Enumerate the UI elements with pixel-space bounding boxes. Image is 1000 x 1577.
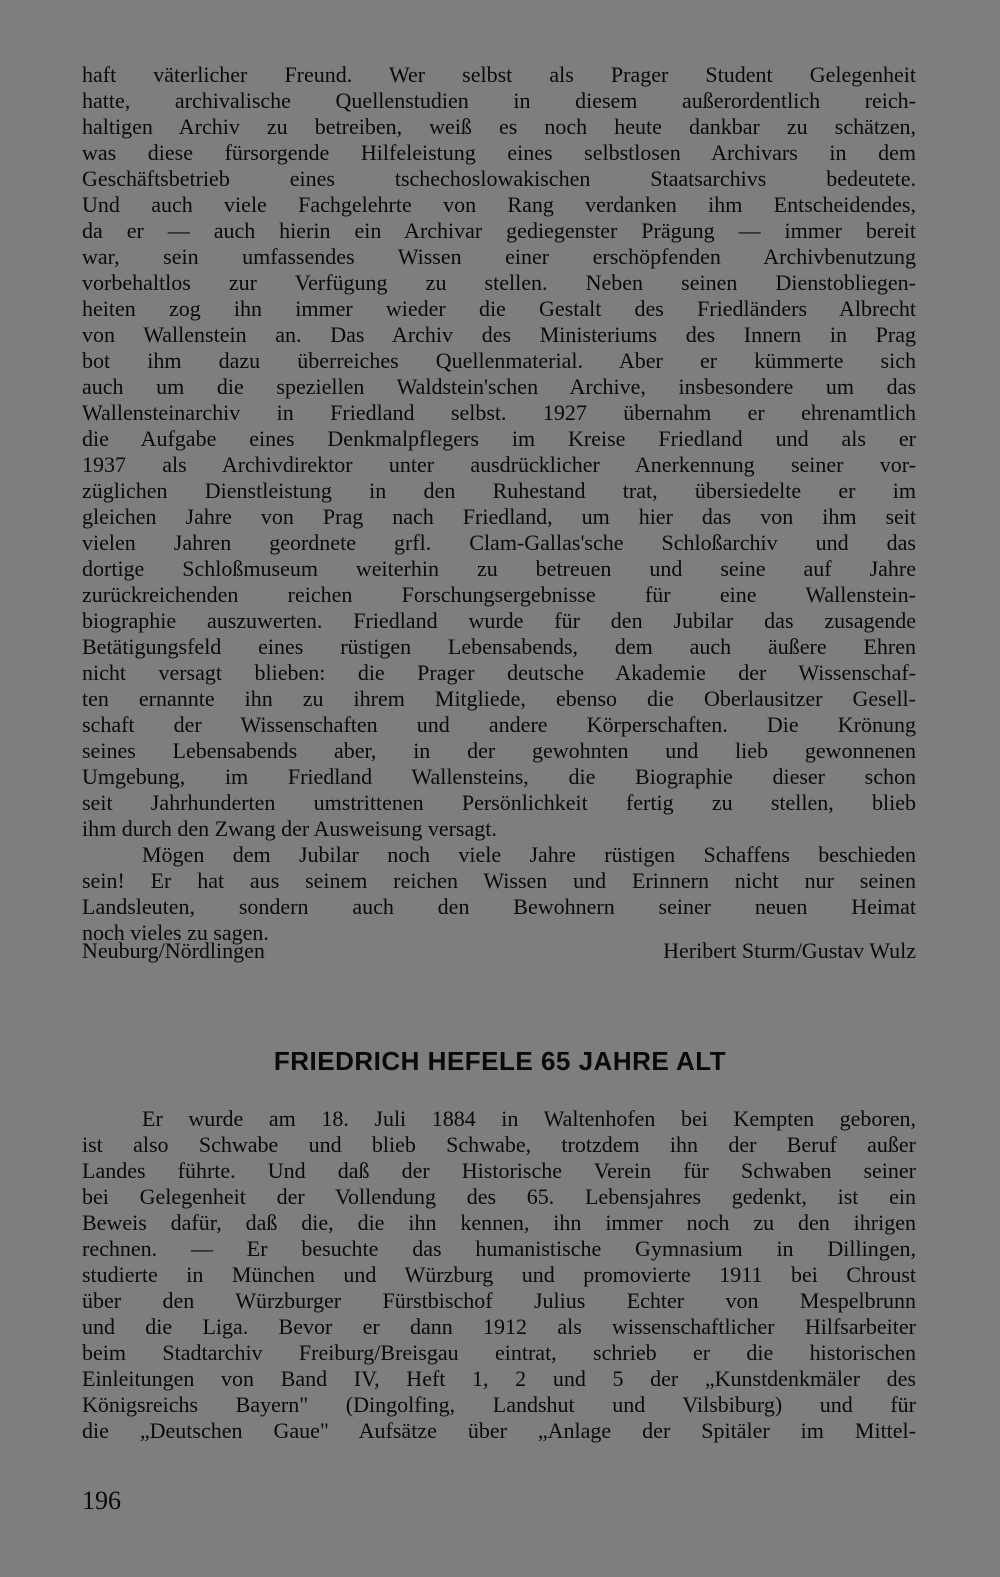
text-line: seit Jahrhunderten umstrittenen Persönlichkeit fertig zu stellen, blieb — [82, 790, 916, 815]
text-line: studierte in München und Würzburg und promovierte 1911 bei Chroust — [82, 1262, 916, 1287]
text-line: heiten zog ihn immer wieder die Gestalt des Friedländers Albrecht — [82, 296, 916, 321]
text-line: Landes führte. Und daß der Historische Verein für Schwaben seiner — [82, 1158, 916, 1183]
text-line: Umgebung, im Friedland Wallensteins, die Biographie dieser schon — [82, 764, 916, 789]
text-line: vielen Jahren geordnete grfl. Clam-Gallas'sche Schloßarchiv und das — [82, 530, 916, 555]
article-signature — [82, 938, 916, 964]
signature-place: Neuburg/Nördlingen — [82, 938, 265, 963]
text-line: von Wallenstein an. Das Archiv des Ministeriums des Innern in Prag — [82, 322, 916, 347]
text-line: die Aufgabe eines Denkmalpflegers im Kreise Friedland und als er — [82, 426, 916, 451]
text-line: biographie auszuwerten. Friedland wurde für den Jubilar das zusagende — [82, 608, 916, 633]
text-line: seines Lebensabends aber, in der gewohnten und lieb gewonnenen — [82, 738, 916, 763]
signature-authors: Heribert Sturm/Gustav Wulz — [663, 938, 916, 963]
text-line: dortige Schloßmuseum weiterhin zu betreuen und seine auf Jahre — [82, 556, 916, 581]
paragraph-wallenstein-biography — [82, 62, 916, 946]
text-line: ten ernannte ihn zu ihrem Mitgliede, ebenso die Oberlausitzer Gesell- — [82, 686, 916, 711]
text-line: ist also Schwabe und blieb Schwabe, trotzdem ihn der Beruf außer — [82, 1132, 916, 1157]
text-line: Geschäftsbetrieb eines tschechoslowakischen Staatsarchivs bedeutete. — [82, 166, 916, 191]
text-line: schaft der Wissenschaften und andere Körperschaften. Die Krönung — [82, 712, 916, 737]
text-line: bei Gelegenheit der Vollendung des 65. Lebensjahres gedenkt, ist ein — [82, 1184, 916, 1209]
text-line: Mögen dem Jubilar noch viele Jahre rüstigen Schaffens beschieden — [142, 842, 916, 867]
text-line: Betätigungsfeld eines rüstigen Lebensabends, dem auch äußere Ehren — [82, 634, 916, 659]
text-line: Einleitungen von Band IV, Heft 1, 2 und 5 der „Kunstdenkmäler des — [82, 1366, 916, 1391]
text-line: Königsreichs Bayern" (Dingolfing, Landshut und Vilsbiburg) und für — [82, 1392, 916, 1417]
text-line: beim Stadtarchiv Freiburg/Breisgau eintrat, schrieb er die historischen — [82, 1340, 916, 1365]
text-line: was diese fürsorgende Hilfeleistung eines selbstlosen Archivars in dem — [82, 140, 916, 165]
text-line: bot ihm dazu überreiches Quellenmaterial. Aber er kümmerte sich — [82, 348, 916, 373]
text-line: sein! Er hat aus seinem reichen Wissen und Erinnern nicht nur seinen — [82, 868, 916, 893]
text-line: war, sein umfassendes Wissen einer erschöpfenden Archivbenutzung — [82, 244, 916, 269]
text-line: über den Würzburger Fürstbischof Julius Echter von Mespelbrunn — [82, 1288, 916, 1313]
text-line: zurückreichenden reichen Forschungsergebnisse für eine Wallenstein- — [82, 582, 916, 607]
text-line: Beweis dafür, daß die, die ihn kennen, ihn immer noch zu den ihrigen — [82, 1210, 916, 1235]
text-line: da er — auch hierin ein Archivar gediegenster Prägung — immer bereit — [82, 218, 916, 243]
text-line: auch um die speziellen Waldstein'schen Archive, insbesondere um das — [82, 374, 916, 399]
text-line: vorbehaltlos zur Verfügung zu stellen. Neben seinen Dienstobliegen- — [82, 270, 916, 295]
text-line: die „Deutschen Gaue" Aufsätze über „Anlage der Spitäler im Mittel- — [82, 1418, 916, 1443]
text-line: Wallensteinarchiv in Friedland selbst. 1927 übernahm er ehrenamtlich — [82, 400, 916, 425]
paragraph-hefele-biography — [82, 1106, 916, 1444]
text-line: und die Liga. Bevor er dann 1912 als wissenschaftlicher Hilfsarbeiter — [82, 1314, 916, 1339]
text-line: rechnen. — Er besuchte das humanistische Gymnasium in Dillingen, — [82, 1236, 916, 1261]
text-line: ihm durch den Zwang der Ausweisung versagt. — [82, 816, 497, 841]
article-heading: FRIEDRICH HEFELE 65 JAHRE ALT — [273, 1046, 727, 1076]
text-line: züglichen Dienstleistung in den Ruhestand trat, übersiedelte er im — [82, 478, 916, 503]
text-line: Und auch viele Fachgelehrte von Rang verdanken ihm Entscheidendes, — [82, 192, 916, 217]
text-line: haft väterlicher Freund. Wer selbst als Prager Student Gelegenheit — [82, 62, 916, 87]
text-line: Er wurde am 18. Juli 1884 in Waltenhofen bei Kempten geboren, — [142, 1106, 916, 1131]
text-line: haltigen Archiv zu betreiben, weiß es noch heute dankbar zu schätzen, — [82, 114, 916, 139]
text-line: Landsleuten, sondern auch den Bewohnern seiner neuen Heimat — [82, 894, 916, 919]
page-number: 196 — [82, 1486, 121, 1515]
text-line: noch vieles zu sagen. — [82, 920, 269, 945]
text-line: nicht versagt blieben: die Prager deutsche Akademie der Wissenschaf- — [82, 660, 916, 685]
text-line: 1937 als Archivdirektor unter ausdrücklicher Anerkennung seiner vor- — [82, 452, 916, 477]
text-line: gleichen Jahre von Prag nach Friedland, um hier das von ihm seit — [82, 504, 916, 529]
text-line: hatte, archivalische Quellenstudien in diesem außerordentlich reich- — [82, 88, 916, 113]
